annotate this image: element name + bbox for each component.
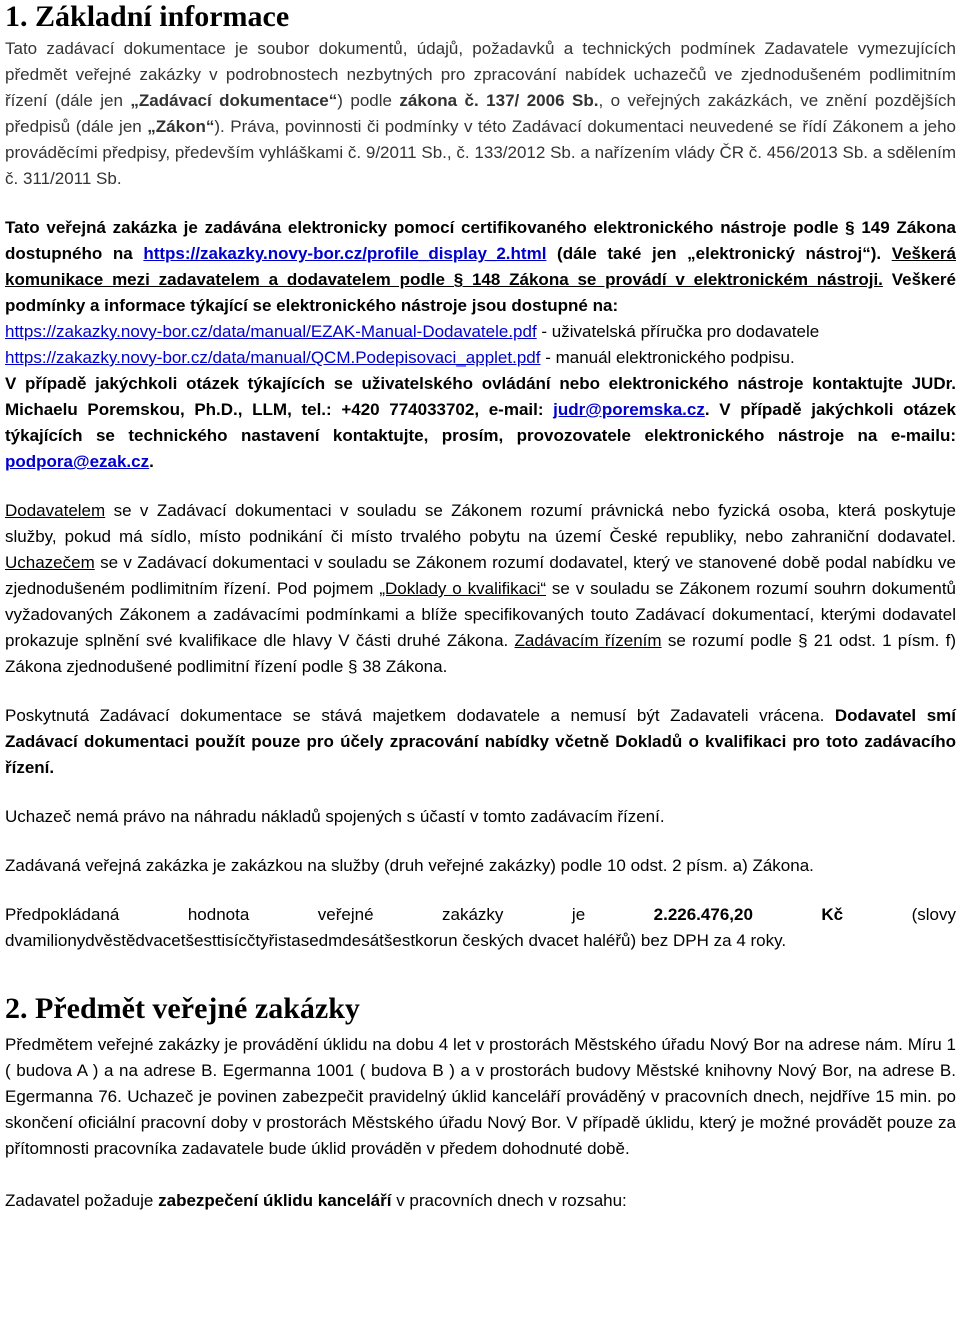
profile-link[interactable]: https://zakazky.novy-bor.cz/profile_display_2.html xyxy=(143,244,547,263)
email-poremska-link[interactable]: judr@poremska.cz xyxy=(553,400,705,419)
electronic-tool-paragraph xyxy=(5,215,956,475)
term-dodavatel: Dodavatelem xyxy=(5,501,106,520)
scope-text-2: v pracovních dnech v rozsahu: xyxy=(391,1191,627,1210)
costs-paragraph: Uchazeč nemá právo na náhradu nákladů spojených s účastí v tomto zadávacím řízení. xyxy=(5,807,665,826)
term-zadavaci-rizeni: Zadávacím řízením xyxy=(514,631,662,650)
definitions-text-2: se v Zadávací dokumentaci v souladu se Zákonem rozumí dodavatel, který ve stanovené době podal nabídku ve zjednodušeném podlimitním řízení. Pod pojmem xyxy=(5,553,956,598)
section-2-heading: 2. Předmět veřejné zakázky xyxy=(5,992,360,1025)
intro-text-3: , o veřejných zakázkách, ve znění pozdějších předpisů (dále jen xyxy=(5,91,957,136)
intro-bold-zakon-cislo: zákona č. 137/ 2006 Sb. xyxy=(399,91,599,110)
scope-text-1: Zadavatel požaduje xyxy=(5,1191,159,1210)
scope-bold: zabezpečení úklidu kanceláří xyxy=(158,1191,392,1210)
intro-bold-zadavaci: „Zadávací dokumentace“ xyxy=(130,91,338,110)
intro-text-1: Tato zadávací dokumentace je soubor dokumentů, údajů, požadavků a technických podmínek Zadavatele vymezujících předmět veřejné zakázky v podrobnostech nezbytných pro zpracování nabídek uchazečů ve zjednodušeném podlimitním řízení (dále jen xyxy=(5,39,956,110)
definitions-text-4: se rozumí podle § 21 odst. 1 písm. f) Zákona zjednodušené podlimitní řízení podle § 38 Zákona. xyxy=(5,631,956,676)
etool-support-text: . V případě jakýchkoli otázek týkajících se technického nastavení kontaktujte, prosím, provozovatele elektronického nástroje na e-mailu: xyxy=(5,400,957,445)
manual-podpis-link[interactable]: https://zakazky.novy-bor.cz/data/manual/QCM.Podepisovaci_applet.pdf xyxy=(5,348,541,367)
etool-end-dot: . xyxy=(149,452,154,471)
value-amount: 2.226.476,20 Kč xyxy=(653,905,844,924)
ownership-text: Poskytnutá Zadávací dokumentace se stává majetkem dodavatele a nemusí být Zadavateli vrácena. xyxy=(5,706,835,725)
etool-bold-1: Tato veřejná zakázka je zadávána elektronicky pomocí certifikovaného elektronického nástroje podle § 149 Zákona dostupného na xyxy=(5,218,956,263)
etool-bold-2: (dále také jen „elektronický nástroj“). xyxy=(546,244,892,263)
value-text-2: (slovy dvamilionydvěstědvacetšesttisícčtyřistasedmdesátšestkorun českých dvacet haléřů) bez DPH za 4 roky. xyxy=(5,905,956,950)
section-1-intro-paragraph xyxy=(5,36,956,192)
definitions-text-3: se v souladu se Zákonem rozumí souhrn dokumentů vyžadovaných Zákonem a zadávacími podmínkami a blíže specifikovaných touto Zadávací dokumentací, kterými dodavatel prokazuje splnění své kvalifikace dle hlavy V části druhé Zákona. xyxy=(5,579,957,650)
manual-podpis-desc: - manuál elektronického podpisu. xyxy=(540,348,795,367)
ownership-paragraph xyxy=(5,703,956,781)
definitions-paragraph xyxy=(5,498,956,680)
email-podpora-link[interactable]: podpora@ezak.cz xyxy=(5,452,150,471)
term-doklady: „Doklady o kvalifikaci“ xyxy=(379,579,547,598)
section-1-heading: 1. Základní informace xyxy=(5,0,290,33)
term-uchazec: Uchazečem xyxy=(5,553,95,572)
estimated-value-paragraph xyxy=(5,902,956,954)
intro-bold-zakon: „Zákon“ xyxy=(147,117,215,136)
cleaning-scope-paragraph xyxy=(5,1188,956,1214)
definitions-text-1: se v Zadávací dokumentaci v souladu se Zákonem rozumí právnická nebo fyzická osoba, která poskytuje služby, pokud má sídlo, místo podnikání či místo trvalého pobytu na území České republiky, nebo zahraniční dodavatel. xyxy=(5,501,956,546)
intro-text-4: ). Práva, povinnosti či podmínky v této Zadávací dokumentaci neuvedené se řídí Zákonem a jeho prováděcími předpisy, především vyhláškami č. 9/2011 Sb., č. 133/2012 Sb. a nařízením vlády ČR č. 456/2013 Sb. a sdělením č. 311/2011 Sb. xyxy=(5,117,957,188)
subject-paragraph: Předmětem veřejné zakázky je provádění úklidu na dobu 4 let v prostorách Městského úřadu Nový Bor na adrese nám. Míru 1 ( budova A ) a na adrese B. Egermanna 1001 ( budova B ) a v prostorách budovy Městské knihovny Nový Bor, na adrese B. Egermanna 76. Uchazeč je povinen zabezpečit pravidelný úklid kanceláří prováděný v pracovních dnech, nejdříve 15 min. po skončení oficiální pracovní doby v prostorách Městského úřadu Nový Bor. V případě úklidu, který je možné provádět pouze za přítomnosti pracovníka zadavatele bude úklid prováděn v předem dohodnuté době. xyxy=(5,1035,956,1158)
etool-contact-text: V případě jakýchkoli otázek týkajících se uživatelského ovládání nebo elektronického nástroje kontaktujte JUDr. Michaelu Poremskou, Ph.D., LLM, tel.: +420 774033702, e-mail: xyxy=(5,374,956,419)
etool-communication-note: Veškerá komunikace mezi zadavatelem a dodavatelem podle § 148 Zákona se provádí v elektronickém nástroji. xyxy=(5,244,956,289)
value-text-1: Předpokládaná hodnota veřejné zakázky je xyxy=(5,905,654,924)
etool-bold-3: Veškeré podmínky a informace týkající se elektronického nástroje jsou dostupné na: xyxy=(5,270,957,315)
manual-dodavatele-link[interactable]: https://zakazky.novy-bor.cz/data/manual/EZAK-Manual-Dodavatele.pdf xyxy=(5,322,537,341)
contract-type-paragraph: Zadávaná veřejná zakázka je zakázkou na služby (druh veřejné zakázky) podle 10 odst. 2 písm. a) Zákona. xyxy=(5,856,814,875)
intro-text-2: ) podle xyxy=(337,91,400,110)
manual-dodavatele-desc: - uživatelská příručka pro dodavatele xyxy=(536,322,820,341)
ownership-bold: Dodavatel smí Zadávací dokumentaci použít pouze pro účely zpracování nabídky včetně Dokladů o kvalifikaci pro toto zadávacího řízení. xyxy=(5,706,957,777)
